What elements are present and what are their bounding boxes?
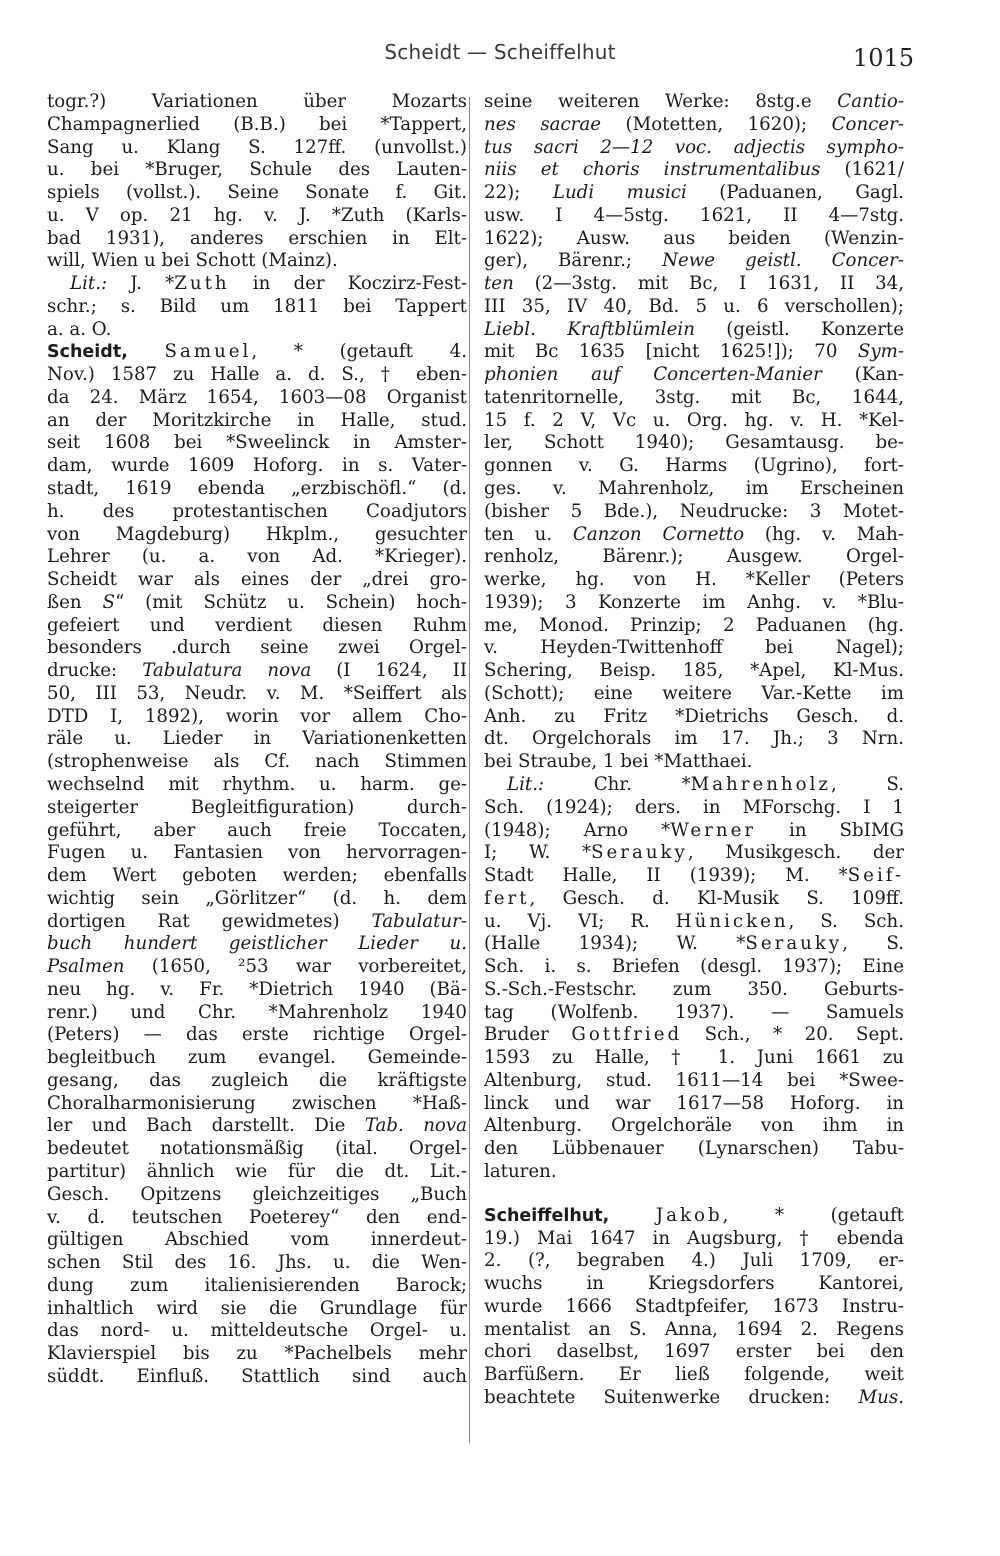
text-line xyxy=(47,1366,467,1389)
text-line xyxy=(484,979,904,1002)
text-line xyxy=(47,296,467,319)
text-line xyxy=(47,1002,467,1025)
text-run: räle u. Lieder in Variationenketten xyxy=(47,728,467,750)
text-run: v. d. teutschen Poeterey“ den end- xyxy=(47,1206,467,1228)
italic-title: Lit.: xyxy=(507,773,545,795)
italic-title: Newe geistl. Concer- xyxy=(662,250,904,272)
text-run: Chr. * xyxy=(544,773,691,795)
text-line xyxy=(484,956,904,979)
text-line xyxy=(47,842,467,865)
text-run: Bruder xyxy=(484,1024,572,1046)
text-run: dung zum italienisierenden Barock; xyxy=(47,1274,467,1296)
italic-title: Sym- xyxy=(857,341,904,363)
text-run: “ (mit Schütz u. Schein) hoch- xyxy=(114,591,467,613)
text-line xyxy=(484,1250,904,1273)
text-line xyxy=(484,1070,904,1093)
text-line xyxy=(47,524,467,547)
text-line xyxy=(47,933,467,956)
text-run: steigerter Begleitfiguration) durch- xyxy=(47,796,467,818)
text-run: bedeutet notationsmäßig (ital. Orgel- xyxy=(47,1138,467,1160)
text-line xyxy=(484,273,904,296)
text-run: (Halle 1934); W. * xyxy=(484,933,746,955)
text-run: gefeiert und verdient diesen Ruhm xyxy=(47,614,467,636)
spaced-name: Seif- xyxy=(847,865,904,887)
text-line xyxy=(47,660,467,683)
text-run xyxy=(609,1205,656,1226)
text-line xyxy=(484,455,904,478)
text-run: 1593 zu Halle, † 1. Juni 1661 zu xyxy=(484,1047,904,1069)
text-run: partitur) ähnlich wie für die dt. Lit.- xyxy=(47,1160,467,1182)
text-line xyxy=(484,1364,904,1387)
text-run: tatenritornelle, 3stg. mit Bc, 1644, xyxy=(484,386,904,408)
text-line xyxy=(484,478,904,501)
text-run: J. * xyxy=(107,273,175,295)
text-run: bei Straube, 1 bei *Matthaei. xyxy=(484,751,753,773)
text-run: 2. (?, begraben 4.) Juli 1709, er- xyxy=(484,1250,904,1272)
text-run: S.-Sch.-Festschr. zum 350. Geburts- xyxy=(484,978,904,1000)
text-line xyxy=(47,797,467,820)
text-line xyxy=(484,911,904,934)
text-run: schr.; s. Bild um 1811 bei Tappert xyxy=(47,295,467,317)
text-line xyxy=(484,797,904,820)
text-line xyxy=(47,592,467,615)
text-line xyxy=(484,820,904,843)
italic-title: phonien auf Concerten-Manier xyxy=(484,364,822,386)
text-run: a. a. O. xyxy=(47,318,112,340)
text-line xyxy=(484,319,904,342)
text-line xyxy=(484,501,904,524)
text-line xyxy=(47,250,467,273)
paragraph-gap xyxy=(484,1184,904,1205)
text-line xyxy=(484,592,904,615)
text-line xyxy=(47,751,467,774)
text-line xyxy=(484,159,904,182)
text-run: das nord- u. mitteldeutsche Orgel- u. xyxy=(47,1320,467,1342)
text-line xyxy=(47,364,467,387)
text-line xyxy=(47,1161,467,1184)
spaced-name: Serauky xyxy=(591,842,688,864)
text-run: süddt. Einfluß. Stattlich sind auch xyxy=(47,1365,467,1387)
text-line xyxy=(484,888,904,911)
text-run: Sch., * 20. Sept. xyxy=(682,1024,904,1046)
text-run: (Schott); eine weitere Var.-Kette im xyxy=(484,682,904,704)
text-line xyxy=(484,432,904,455)
text-run: in der Koczirz-Fest- xyxy=(229,273,467,295)
spaced-name: Serauky xyxy=(745,933,843,955)
text-run: (Peters) — das erste richtige Orgel- xyxy=(47,1024,467,1046)
italic-title: ten xyxy=(484,273,514,295)
text-line xyxy=(47,1070,467,1093)
text-line xyxy=(47,1343,467,1366)
spaced-name: Mahrenholz xyxy=(690,773,831,795)
text-line xyxy=(47,979,467,1002)
text-line xyxy=(47,1047,467,1070)
text-run: Altenburg, stud. 1611—14 bei *Swee- xyxy=(484,1069,904,1091)
text-line xyxy=(47,1229,467,1252)
text-line xyxy=(484,1138,904,1161)
text-run xyxy=(128,341,165,362)
text-run: renr.) und Chr. *Mahrenholz 1940 xyxy=(47,1001,467,1023)
text-run: , Musikgesch. der xyxy=(687,842,904,864)
text-run: I; W. * xyxy=(484,842,592,864)
text-run: will, Wien u bei Schott (Mainz). xyxy=(47,250,338,272)
text-line xyxy=(47,137,467,160)
text-line xyxy=(484,250,904,273)
text-run: usw. I 4—5stg. 1621, II 4—7stg. xyxy=(484,204,904,226)
column-divider xyxy=(469,97,470,1443)
text-run: me, Monod. Prinzip; 2 Paduanen (hg. xyxy=(484,614,904,636)
text-line xyxy=(484,1387,904,1410)
text-run: Altenburg. Orgelchoräle von ihm in xyxy=(484,1115,904,1137)
text-run: wurde 1666 Stadtpfeifer, 1673 Instru- xyxy=(484,1295,904,1317)
page-number: 1015 xyxy=(852,44,914,72)
text-run: Choralharmonisierung zwischen *Haß- xyxy=(47,1092,467,1114)
text-run: schen Stil des 16. Jhs. u. die Wen- xyxy=(47,1252,467,1274)
text-run: neu hg. v. Fr. *Dietrich 1940 (Bä- xyxy=(47,978,467,1000)
text-line xyxy=(484,1205,904,1228)
right-column xyxy=(484,91,904,1410)
text-run: (1621/ xyxy=(820,159,904,181)
text-run: geführt, aber auch freie Toccaten, xyxy=(47,819,467,841)
text-line xyxy=(484,865,904,888)
spaced-name: Zuth xyxy=(174,273,230,295)
text-line xyxy=(484,1319,904,1342)
italic-title: niis et choris instrumentalibus xyxy=(484,159,821,181)
text-run: in SbIMG xyxy=(756,819,904,841)
text-line xyxy=(484,91,904,114)
text-run: ßen xyxy=(47,591,103,613)
text-line xyxy=(47,569,467,592)
text-line xyxy=(484,1341,904,1364)
text-line xyxy=(484,341,904,364)
text-run: , Gesch. d. Kl-Musik S. 109ff. xyxy=(529,887,904,909)
text-line xyxy=(47,1184,467,1207)
text-run: mentalist an S. Anna, 1694 2. Regens xyxy=(484,1318,904,1340)
text-run: den Lübbenauer (Lynarschen) Tabu- xyxy=(484,1138,904,1160)
text-run: ten u. xyxy=(484,523,573,545)
text-run: Sch. (1924); ders. in MForschg. I 1 xyxy=(484,796,904,818)
text-run: 19.) Mai 1647 in Augsburg, † ebenda xyxy=(484,1227,904,1249)
text-line xyxy=(484,524,904,547)
text-run: u. Vj. VI; R. xyxy=(484,910,676,932)
text-line xyxy=(47,956,467,979)
text-line xyxy=(47,865,467,888)
italic-title: buch hundert geistlicher Lieder u. xyxy=(47,933,467,955)
text-line xyxy=(47,319,467,342)
text-run: (Kan- xyxy=(821,364,904,386)
text-run: dortigen Rat gewidmetes) xyxy=(47,910,372,932)
text-line xyxy=(484,1161,904,1184)
text-line xyxy=(47,1115,467,1138)
text-run: Schering, Beisp. 185, *Apel, Kl-Mus. xyxy=(484,660,904,682)
text-line xyxy=(484,296,904,319)
text-line xyxy=(47,159,467,182)
text-run: Barfüßern. Er ließ folgende, weit xyxy=(484,1364,904,1386)
text-line xyxy=(47,1024,467,1047)
text-run: chori daselbst, 1697 erster bei den xyxy=(484,1341,904,1363)
text-run: (Paduanen, Gagl. xyxy=(686,182,904,204)
text-line xyxy=(47,228,467,251)
text-line xyxy=(484,683,904,706)
text-run: (geistl. Konzerte xyxy=(694,318,904,340)
text-run: 15 f. 2 V, Vc u. Org. hg. v. H. *Kel- xyxy=(484,409,904,431)
text-line xyxy=(484,137,904,160)
text-run: , S. xyxy=(831,773,904,795)
text-run: mit Bc 1635 [nicht 1625!]); 70 xyxy=(484,341,858,363)
italic-title: Tabulatura nova xyxy=(142,660,312,682)
text-run: inhaltlich wird sie die Grundlage für xyxy=(47,1297,467,1319)
text-line xyxy=(47,501,467,524)
text-run: III 35, IV 40, Bd. 5 u. 6 verschollen); xyxy=(484,295,904,317)
italic-title: Mus. xyxy=(858,1386,904,1408)
text-run: an der Moritzkirche in Halle, stud. xyxy=(47,409,467,431)
text-run: Sch. i. s. Briefen (desgl. 1937); Eine xyxy=(484,956,904,978)
entry-headword: Scheiffelhut, xyxy=(484,1205,610,1226)
text-line xyxy=(484,1002,904,1025)
text-run: , S. xyxy=(842,933,904,955)
text-run: seine weiteren Werke: 8stg.e xyxy=(484,91,838,112)
italic-title: Tabulatur- xyxy=(371,910,467,932)
italic-title: Canzon Cornetto xyxy=(572,523,745,545)
text-run: (strophenweise als Cf. nach Stimmen xyxy=(47,751,467,773)
text-line xyxy=(484,387,904,410)
text-line xyxy=(47,114,467,137)
text-run: u. bei *Bruger, Schule des Lauten- xyxy=(47,159,467,181)
text-run: gesang, das zugleich die kräftigste xyxy=(47,1069,467,1091)
text-run: begleitbuch zum evangel. Gemeinde- xyxy=(47,1047,467,1069)
text-line xyxy=(47,273,467,296)
text-line xyxy=(484,569,904,592)
text-line xyxy=(47,683,467,706)
text-run: Scheidt war als eines der „drei gro- xyxy=(47,569,467,591)
text-run: , S. Sch. xyxy=(788,910,904,932)
italic-title: Ludi musici xyxy=(552,182,687,204)
left-column xyxy=(47,91,467,1389)
text-run: ler und Bach darstellt. Die xyxy=(47,1115,365,1137)
italic-title: Liebl. Kraftblümlein xyxy=(484,318,695,340)
text-run: 1622); Ausw. aus beiden (Wenzin- xyxy=(484,227,904,249)
text-run: u. V op. 21 hg. v. J. *Zuth (Karls- xyxy=(47,204,467,226)
text-run: Klavierspiel bis zu *Pachelbels mehr xyxy=(47,1343,467,1365)
page-header xyxy=(0,40,1000,80)
text-line xyxy=(47,820,467,843)
text-run: da 24. März 1654, 1603—08 Organist xyxy=(47,386,467,408)
text-line xyxy=(47,91,467,114)
text-run: v. Heyden-Twittenhoff bei Nagel); xyxy=(484,637,904,659)
text-line xyxy=(47,1252,467,1275)
italic-title: Tab. nova xyxy=(364,1115,467,1137)
text-line xyxy=(47,387,467,410)
text-line xyxy=(47,637,467,660)
text-line xyxy=(47,1207,467,1230)
text-run: (bisher 5 Bde.), Neudrucke: 3 Motet- xyxy=(484,500,904,522)
text-line xyxy=(47,706,467,729)
text-line xyxy=(47,774,467,797)
text-run: (I 1624, II xyxy=(311,660,467,682)
italic-title: tus sacri 2—12 voc. adjectis sympho- xyxy=(484,136,904,158)
text-line xyxy=(47,1320,467,1343)
text-line xyxy=(484,228,904,251)
text-run: Gesch. Opitzens gleichzeitiges „Buch xyxy=(47,1183,467,1205)
text-run: , * (getauft xyxy=(722,1204,904,1226)
text-line xyxy=(47,1093,467,1116)
text-run: dam, wurde 1609 Hoforg. in s. Vater- xyxy=(47,455,467,477)
text-run: spiels (vollst.). Seine Sonate f. Git. xyxy=(47,182,467,204)
text-run: renholz, Bärenr.); Ausgew. Orgel- xyxy=(484,546,904,568)
text-line xyxy=(484,410,904,433)
running-title: Scheidt — Scheiffelhut xyxy=(384,40,616,64)
text-line xyxy=(484,842,904,865)
text-run: von Magdeburg) Hkplm., gesuchter xyxy=(47,523,467,545)
text-run: togr.?) Variationen über Mozarts xyxy=(47,91,467,112)
text-line xyxy=(47,341,467,364)
text-run: wechselnd mit rhythm. u. harm. ge- xyxy=(47,773,467,795)
text-line xyxy=(484,546,904,569)
text-line xyxy=(47,546,467,569)
text-run: ger), Bärenr.; xyxy=(484,250,663,272)
text-line xyxy=(47,410,467,433)
text-run: drucke: xyxy=(47,660,143,682)
entry-headword: Scheidt, xyxy=(47,342,128,363)
text-line xyxy=(47,1138,467,1161)
text-run: bad 1931), anderes erschien in Elt- xyxy=(47,227,467,249)
italic-title: Concer- xyxy=(831,113,904,135)
text-line xyxy=(484,1296,904,1319)
text-line xyxy=(47,728,467,751)
text-run: linck und war 1617—58 Hoforg. in xyxy=(484,1092,904,1114)
italic-title: Lit.: xyxy=(70,273,108,295)
text-run: beachtete Suitenwerke drucken: xyxy=(484,1386,859,1408)
spaced-name: Samuel xyxy=(164,341,252,363)
text-run: Champagnerlied (B.B.) bei *Tappert, xyxy=(47,113,467,135)
text-run: stadt, 1619 ebenda „erzbischöfl.“ (d. xyxy=(47,478,467,500)
text-run: Sang u. Klang S. 127ff. (unvollst.) xyxy=(47,136,467,158)
text-line xyxy=(47,1298,467,1321)
text-run: wuchs in Kriegsdorfers Kantorei, xyxy=(484,1273,904,1295)
spaced-name: Gottfried xyxy=(571,1024,683,1046)
italic-title: Psalmen xyxy=(47,956,125,978)
text-run: gültigen Abschied vom innerdeut- xyxy=(47,1229,467,1251)
text-line xyxy=(484,706,904,729)
text-line xyxy=(484,182,904,205)
text-run: Nov.) 1587 zu Halle a. d. S., † eben- xyxy=(47,364,467,386)
text-run: Fugen u. Fantasien von hervorragen- xyxy=(47,842,467,864)
text-line xyxy=(47,455,467,478)
spaced-name: Jakob xyxy=(655,1204,723,1226)
text-run: ges. v. Mahrenholz, im Erscheinen xyxy=(484,478,904,500)
text-run: laturen. xyxy=(484,1160,557,1182)
text-run: (2—3stg. mit Bc, I 1631, II 34, xyxy=(513,273,904,295)
text-run: gonnen v. G. Harms (Ugrino), fort- xyxy=(484,455,904,477)
text-run: dem Wert geboten werden; ebenfalls xyxy=(47,865,467,887)
text-run: (hg. v. Mah- xyxy=(744,523,904,545)
text-run: 1939); 3 Konzerte im Anhg. v. *Blu- xyxy=(484,591,904,613)
text-run: Lehrer (u. a. von Ad. *Krieger). xyxy=(47,546,467,568)
text-line xyxy=(47,205,467,228)
spaced-name: Werner xyxy=(670,819,757,841)
text-run: 22); xyxy=(484,182,553,204)
text-run: (1948); Arno * xyxy=(484,819,671,841)
text-run: Anh. zu Fritz *Dietrichs Gesch. d. xyxy=(484,705,904,727)
text-run: (Motetten, 1620); xyxy=(600,113,832,135)
text-line xyxy=(484,615,904,638)
text-run: , * (getauft 4. xyxy=(251,341,467,363)
text-line xyxy=(484,1228,904,1251)
text-line xyxy=(484,728,904,751)
text-run: besonders .durch seine zwei Orgel- xyxy=(47,637,467,659)
text-run: Stadt Halle, II (1939); M. * xyxy=(484,865,848,887)
text-run: DTD I, 1892), worin vor allem Cho- xyxy=(47,705,467,727)
text-run: tag (Wolfenb. 1937). — Samuels xyxy=(484,1001,904,1023)
text-run: dt. Orgelchorals im 17. Jh.; 3 Nrn. xyxy=(484,728,904,750)
text-line xyxy=(484,1047,904,1070)
text-run: wichtig sein „Görlitzer“ (d. h. dem xyxy=(47,887,467,909)
text-line xyxy=(484,1273,904,1296)
italic-title: nes sacrae xyxy=(484,113,601,135)
spaced-name: fert xyxy=(484,887,530,909)
text-line xyxy=(47,182,467,205)
text-line xyxy=(47,911,467,934)
text-run: seit 1608 bei *Sweelinck in Amster- xyxy=(47,432,467,454)
text-line xyxy=(484,751,904,774)
text-line xyxy=(484,1093,904,1116)
text-line xyxy=(484,933,904,956)
text-line xyxy=(484,1024,904,1047)
text-run: (1650, ²53 war vorbereitet, xyxy=(124,956,467,978)
text-line xyxy=(484,660,904,683)
text-line xyxy=(484,637,904,660)
text-run: h. des protestantischen Coadjutors xyxy=(47,500,467,522)
text-line xyxy=(47,432,467,455)
text-line xyxy=(484,774,904,797)
text-line xyxy=(47,615,467,638)
text-line xyxy=(484,114,904,137)
text-run: ler, Schott 1940); Gesamtausg. be- xyxy=(484,432,904,454)
italic-title: S xyxy=(102,591,115,613)
text-run: 50, III 53, Neudr. v. M. *Seiffert als xyxy=(47,682,467,704)
text-line xyxy=(47,888,467,911)
text-line xyxy=(47,1275,467,1298)
text-line xyxy=(47,478,467,501)
italic-title: Cantio- xyxy=(837,91,904,112)
text-line xyxy=(484,1115,904,1138)
text-line xyxy=(484,364,904,387)
text-line xyxy=(484,205,904,228)
text-run: werke, hg. von H. *Keller (Peters xyxy=(484,569,904,591)
spaced-name: Hünicken xyxy=(675,910,789,932)
